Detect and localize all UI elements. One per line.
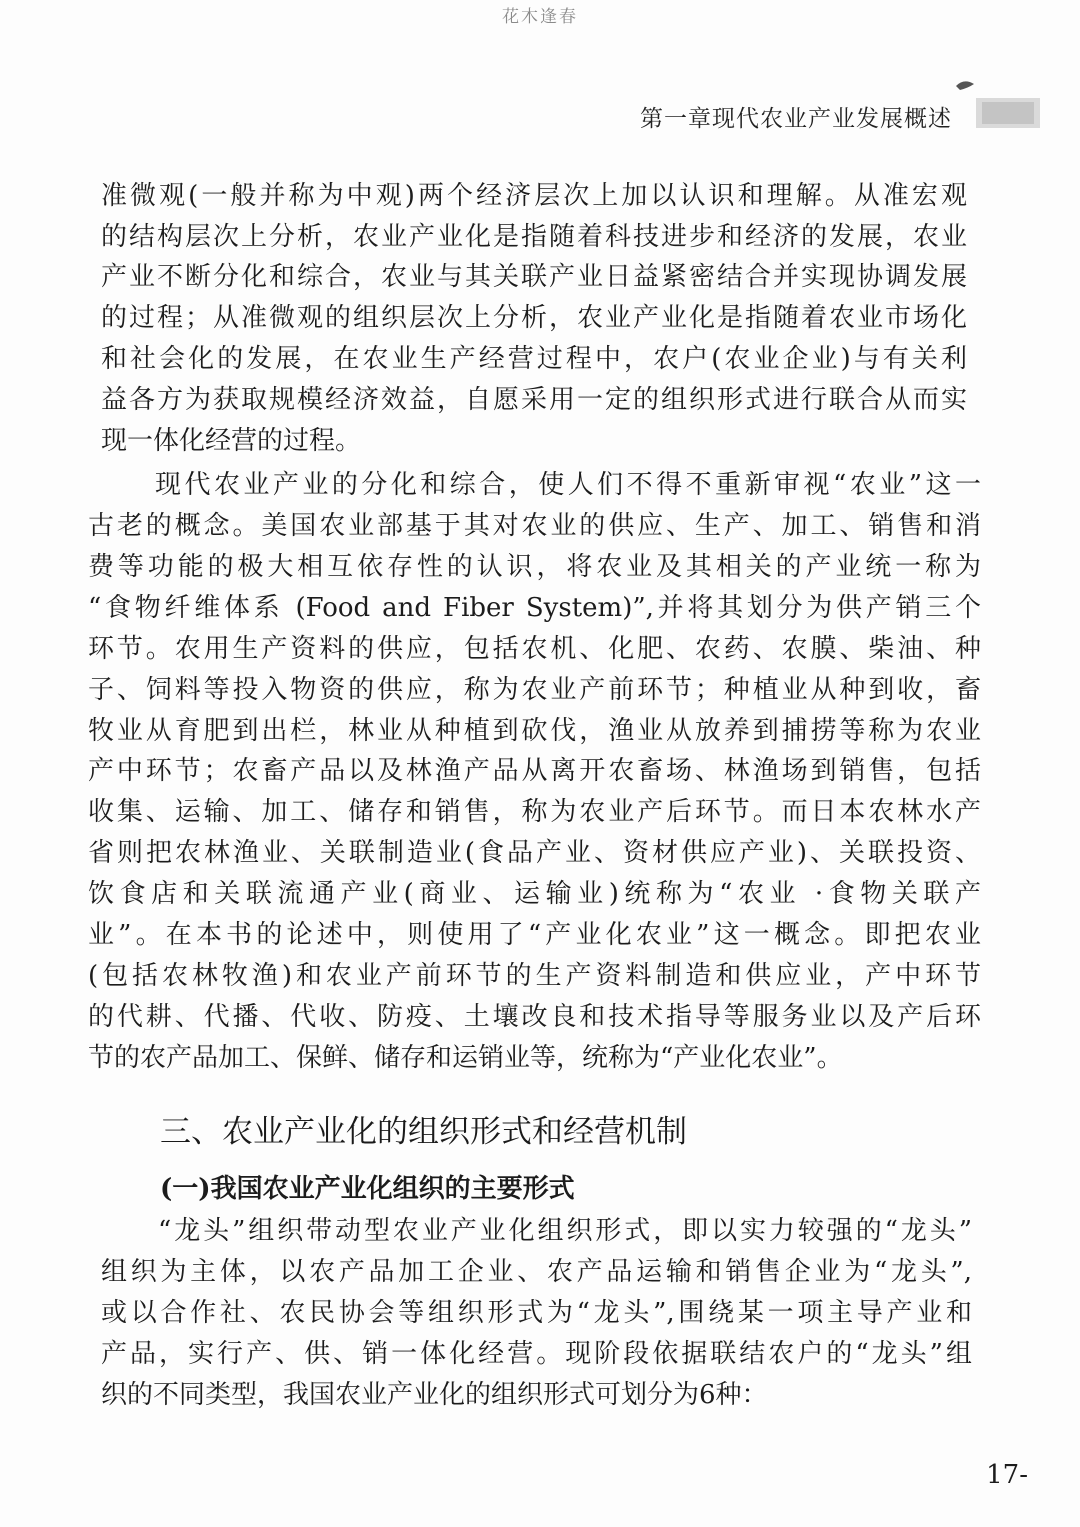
section-heading: 三、农业产业化的组织形式和经营机制 xyxy=(160,1114,687,1150)
text-line: 益各方为获取规模经济效益，自愿采用一定的组织形式进行联合从而实 xyxy=(101,385,967,415)
text-line: 准微观(一般并称为中观)两个经济层次上加以认识和理解。从准宏观 xyxy=(101,181,967,211)
text-line: 和社会化的发展，在农业生产经营过程中，农户(农业企业)与有关利 xyxy=(101,344,967,374)
page-number: 17- xyxy=(986,1460,1028,1490)
text-line: 子、饲料等投入物资的供应，称为农业产前环节；种植业从种到收，畜 xyxy=(88,675,981,705)
text-line: 收集、运输、加工、储存和销售，称为农业产后环节。而日本农林水产 xyxy=(88,797,981,827)
watermark: 花木逢春 xyxy=(502,7,578,27)
text-line: 的代耕、代播、代收、防疫、土壤改良和技术指导等服务业以及产后环 xyxy=(88,1002,981,1032)
text-line: 业”。在本书的论述中，则使用了“产业化农业”这一概念。即把农业 xyxy=(88,920,981,950)
text-line: 织的不同类型，我国农业产业化的组织形式可划分为6种： xyxy=(101,1380,768,1410)
text-line: 产中环节；农畜产品以及林渔产品从离开农畜场、林渔场到销售，包括 xyxy=(88,756,981,786)
text-line: 的结构层次上分析，农业产业化是指随着科技进步和经济的发展，农业 xyxy=(101,222,967,252)
text-line: 产品，实行产、供、销一体化经营。现阶段依据联结农户的“龙头”组 xyxy=(101,1339,972,1369)
text-line: 费等功能的极大相互依存性的认识，将农业及其相关的产业统一称为 xyxy=(88,552,981,582)
running-header-title: 第一章现代农业产业发展概述 xyxy=(640,106,952,132)
text-line: 环节。农用生产资料的供应，包括农机、化肥、农药、农膜、柴油、种 xyxy=(88,634,981,664)
text-line: 产业不断分化和综合，农业与其关联产业日益紧密结合并实现协调发展 xyxy=(101,262,967,292)
text-line: 牧业从育肥到出栏，林业从种植到砍伐，渔业从放养到捕捞等称为农业 xyxy=(88,716,981,746)
text-line: 或以合作社、农民协会等组织形式为“龙头”,围绕某一项主导产业和 xyxy=(101,1298,972,1328)
text-line: “龙头”组织带动型农业产业化组织形式，即以实力较强的“龙头” xyxy=(158,1216,972,1246)
text-line: 省则把农林渔业、关联制造业(食品产业、资材供应产业)、关联投资、 xyxy=(88,838,981,868)
text-line: 的过程；从准微观的组织层次上分析，农业产业化是指随着农业市场化 xyxy=(101,303,967,333)
text-line: (包括农林牧渔)和农业产前环节的生产资料制造和供应业，产中环节 xyxy=(88,961,981,991)
text-line: 节的农产品加工、保鲜、储存和运销业等，统称为“产业化农业”。 xyxy=(88,1043,843,1073)
text-line: “食物纤维体系 (Food and Fiber System)”,并将其划分为供产销三个 xyxy=(88,593,981,623)
text-line: 现一体化经营的过程。 xyxy=(101,426,362,456)
text-line: 组织为主体，以农产品加工企业、农产品运输和销售企业为“龙头”, xyxy=(101,1257,972,1287)
decorative-ornament-icon xyxy=(950,72,1050,132)
text-line: 饮食店和关联流通产业(商业、运输业)统称为“农业 ·食物关联产 xyxy=(88,879,981,909)
subsection-heading: (一)我国农业产业化组织的主要形式 xyxy=(160,1174,575,1204)
text-line: 古老的概念。美国农业部基于其对农业的供应、生产、加工、销售和消 xyxy=(88,511,981,541)
text-line: 现代农业产业的分化和综合，使人们不得不重新审视“农业”这一 xyxy=(155,470,981,500)
